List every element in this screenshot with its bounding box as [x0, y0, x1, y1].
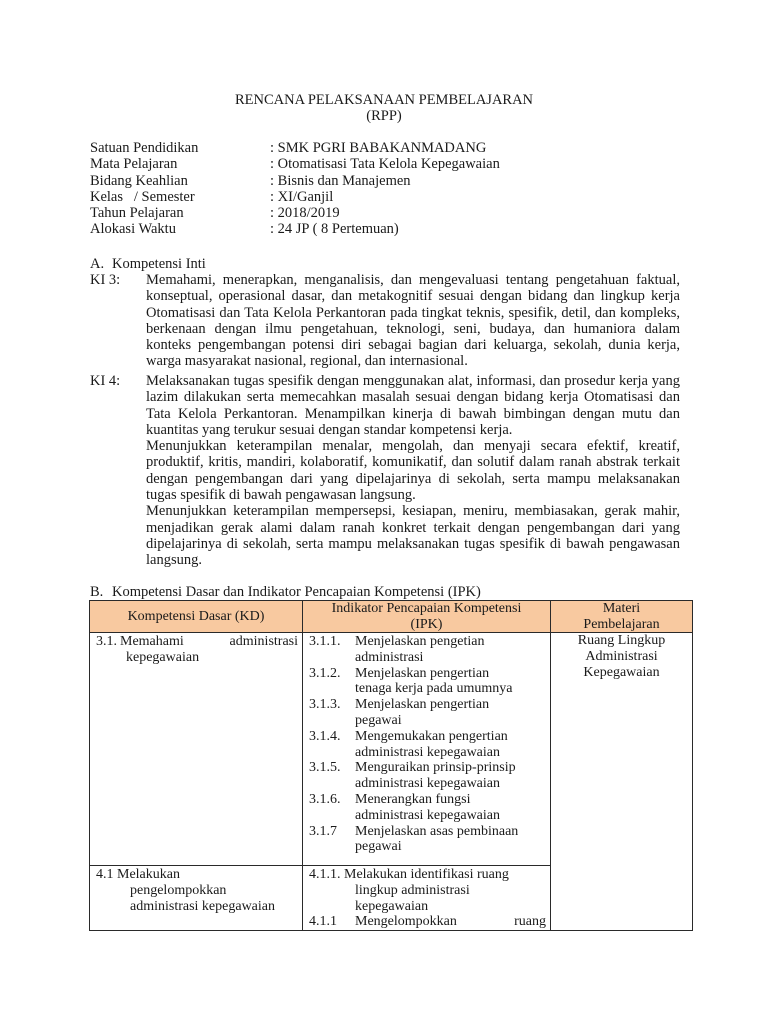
- ipk-cell: [303, 633, 551, 866]
- section-title: Kompetensi Inti: [112, 256, 206, 272]
- table-row: [90, 633, 693, 866]
- document-subtitle: (RPP): [366, 108, 402, 124]
- identity-block: [90, 140, 500, 238]
- info-value: : Otomatisasi Tata Kelola Kepegawaian: [270, 156, 500, 173]
- ipk-text-cont: lingkup administrasi: [355, 882, 470, 898]
- ki4-label: KI 4:: [90, 373, 121, 389]
- ipk-number: 4.1.1: [309, 914, 337, 930]
- ipk-text: tenaga kerja pada umumnya: [355, 681, 513, 697]
- ki3-block: [90, 272, 680, 370]
- info-row-tahun-pelajaran: [90, 205, 500, 221]
- header-materi: [551, 601, 693, 633]
- kd-text: 4.1 Melakukan: [96, 867, 180, 882]
- ipk-text: Mengelompokkan ruang: [355, 914, 546, 930]
- ipk-text: Menjelaskan pengertian: [355, 697, 490, 713]
- kd-text-cont: pengelompokkan: [130, 882, 227, 898]
- header-materi-line1: Materi: [602, 601, 641, 616]
- kd-text-cont: administrasi kepegawaian: [130, 898, 276, 914]
- kd-text-cont: kepegawaian: [126, 649, 200, 665]
- ipk-item: [309, 760, 546, 792]
- ipk-item: [309, 914, 546, 930]
- ipk-cell: [303, 866, 551, 931]
- table-header-row: [90, 601, 693, 633]
- ipk-text: 4.1.1. Melakukan identifikasi ruang: [309, 867, 509, 882]
- ipk-number: 3.1.6.: [309, 791, 341, 807]
- ipk-text: Menguraikan prinsip-prinsip: [355, 760, 516, 776]
- ipk-number: 3.1.7: [309, 823, 337, 839]
- ki4-block: [90, 373, 680, 569]
- info-row-alokasi-waktu: [90, 221, 500, 237]
- kd-cell: [90, 866, 303, 931]
- info-row-kelas-semester: [90, 189, 500, 205]
- header-ipk-line1: Indikator Pencapaian Kompetensi: [331, 601, 522, 616]
- materi-cell: [551, 633, 693, 931]
- header-kd-label: Kompetensi Dasar (KD): [127, 608, 265, 624]
- ipk-item: [309, 634, 546, 666]
- ki4-paragraph-2: Menunjukkan keterampilan menalar, mengolah, dan menyaji secara efektif, kreatif, produktif, kritis, mandiri, kolaboratif, komunikatif, dan solutif dalam ranah abstrak terkait dengan pengembangan dari yang dipelajarinya di sekolah, serta mampu melaksanakan tugas spesifik di bawah pengawasan langsung.: [146, 438, 680, 504]
- ki4-paragraph-3: Menunjukkan keterampilan mempersepsi, kesiapan, meniru, membiasakan, gerak mahir, menjadikan gerak alami dalam ranah konkret terkait dengan pengembangan dari yang dipelajarinya di sekolah, serta mampu melaksanakan tugas spesifik di bawah pengawasan langsung.: [146, 503, 680, 569]
- ki4-paragraph-1: Melaksanakan tugas spesifik dengan menggunakan alat, informasi, dan prosedur kerja yang lazim dilakukan serta memecahkan masalah sesuai dengan bidang kerja Otomatisasi dan Tata Kelola Perkantoran. Menampilkan kinerja di bawah bimbingan dengan mutu dan kuantitas yang terukur sesuai dengan standar kompetensi kerja.: [146, 373, 680, 438]
- info-value: : XI/Ganjil: [270, 188, 334, 205]
- header-ipk: [303, 601, 551, 633]
- section-letter: A.: [90, 256, 105, 272]
- materi-line: Kepegawaian: [583, 664, 660, 680]
- ipk-text: Menjelaskan asas pembinaan: [355, 823, 519, 839]
- ipk-text: Menjelaskan pengertian: [355, 665, 490, 681]
- ki3-text: Memahami, menerapkan, menganalisis, dan mengevaluasi tentang pengetahuan faktual, konseptual, operasional dasar, dan metakognitif sesuai dengan bidang dan lingkup kerja Otomatisasi dan Tata Kelola Perkantoran pada tingkat teknis, spesifik, detil, dan kompleks, berkenaan dengan ilmu pengetahuan, teknologi, seni, budaya, dan humaniora dalam konteks pengembangan potensi diri sebagai bagian dari keluarga, sekolah, dunia kerja, warga masyarakat nasional, regional, dan internasional.: [146, 272, 680, 370]
- ipk-number: 3.1.2.: [309, 665, 341, 681]
- info-label: Satuan Pendidikan: [90, 140, 199, 156]
- info-label: Kelas / Semester: [90, 188, 195, 205]
- info-label: Bidang Keahlian: [90, 172, 188, 189]
- ipk-number: 3.1.5.: [309, 760, 341, 776]
- info-value: : SMK PGRI BABAKANMADANG: [270, 140, 487, 156]
- ipk-text: administrasi: [355, 649, 424, 665]
- kd-number: 3.1.: [96, 634, 117, 649]
- ipk-number: 3.1.1.: [309, 634, 341, 649]
- ipk-number: 3.1.4.: [309, 728, 341, 744]
- materi-line: Ruang Lingkup: [577, 633, 666, 648]
- ipk-text: administrasi kepegawaian: [355, 807, 501, 823]
- ipk-text: Menerangkan fungsi: [355, 791, 471, 807]
- ipk-text-cont: kepegawaian: [355, 898, 429, 914]
- info-row-bidang-keahlian: [90, 173, 500, 189]
- section-title: Kompetensi Dasar dan Indikator Pencapaian Kompetensi (IPK): [112, 584, 481, 600]
- info-value: : 24 JP ( 8 Pertemuan): [270, 221, 399, 238]
- info-label: Alokasi Waktu: [90, 221, 176, 238]
- ipk-text: pegawai: [355, 839, 402, 855]
- header-materi-line2: Pembelajaran: [583, 616, 660, 632]
- section-b-heading: [90, 584, 481, 600]
- info-row-mata-pelajaran: [90, 156, 500, 172]
- info-label: Tahun Pelajaran: [90, 205, 184, 222]
- info-label: Mata Pelajaran: [90, 156, 178, 173]
- ipk-item: [309, 697, 546, 729]
- kd-ipk-table: [89, 600, 693, 931]
- section-letter: B.: [90, 584, 104, 600]
- ki3-label: KI 3:: [90, 272, 121, 288]
- ipk-item: [309, 729, 546, 761]
- ipk-text: administrasi kepegawaian: [355, 744, 501, 760]
- ipk-text: Mengemukakan pengertian: [355, 728, 508, 744]
- ipk-text: administrasi kepegawaian: [355, 776, 501, 792]
- ipk-item: [309, 792, 546, 824]
- ipk-item: [309, 824, 546, 856]
- section-a-heading: [90, 256, 206, 272]
- kd-cell: [90, 633, 303, 866]
- info-value: : Bisnis dan Manajemen: [270, 172, 411, 189]
- ipk-number: 3.1.3.: [309, 697, 341, 713]
- kd-text: Memahami administrasi: [120, 634, 298, 649]
- document-title: RENCANA PELAKSANAAN PEMBELAJARAN: [234, 92, 534, 108]
- ipk-text: pegawai: [355, 712, 402, 728]
- materi-line: Administrasi: [585, 648, 658, 664]
- info-value: : 2018/2019: [270, 205, 340, 222]
- ipk-item: [309, 666, 546, 698]
- header-ipk-line2: (IPK): [410, 616, 443, 632]
- header-kd: [90, 601, 303, 633]
- ipk-text: Menjelaskan pengetian: [355, 634, 485, 649]
- info-row-satuan-pendidikan: [90, 140, 500, 156]
